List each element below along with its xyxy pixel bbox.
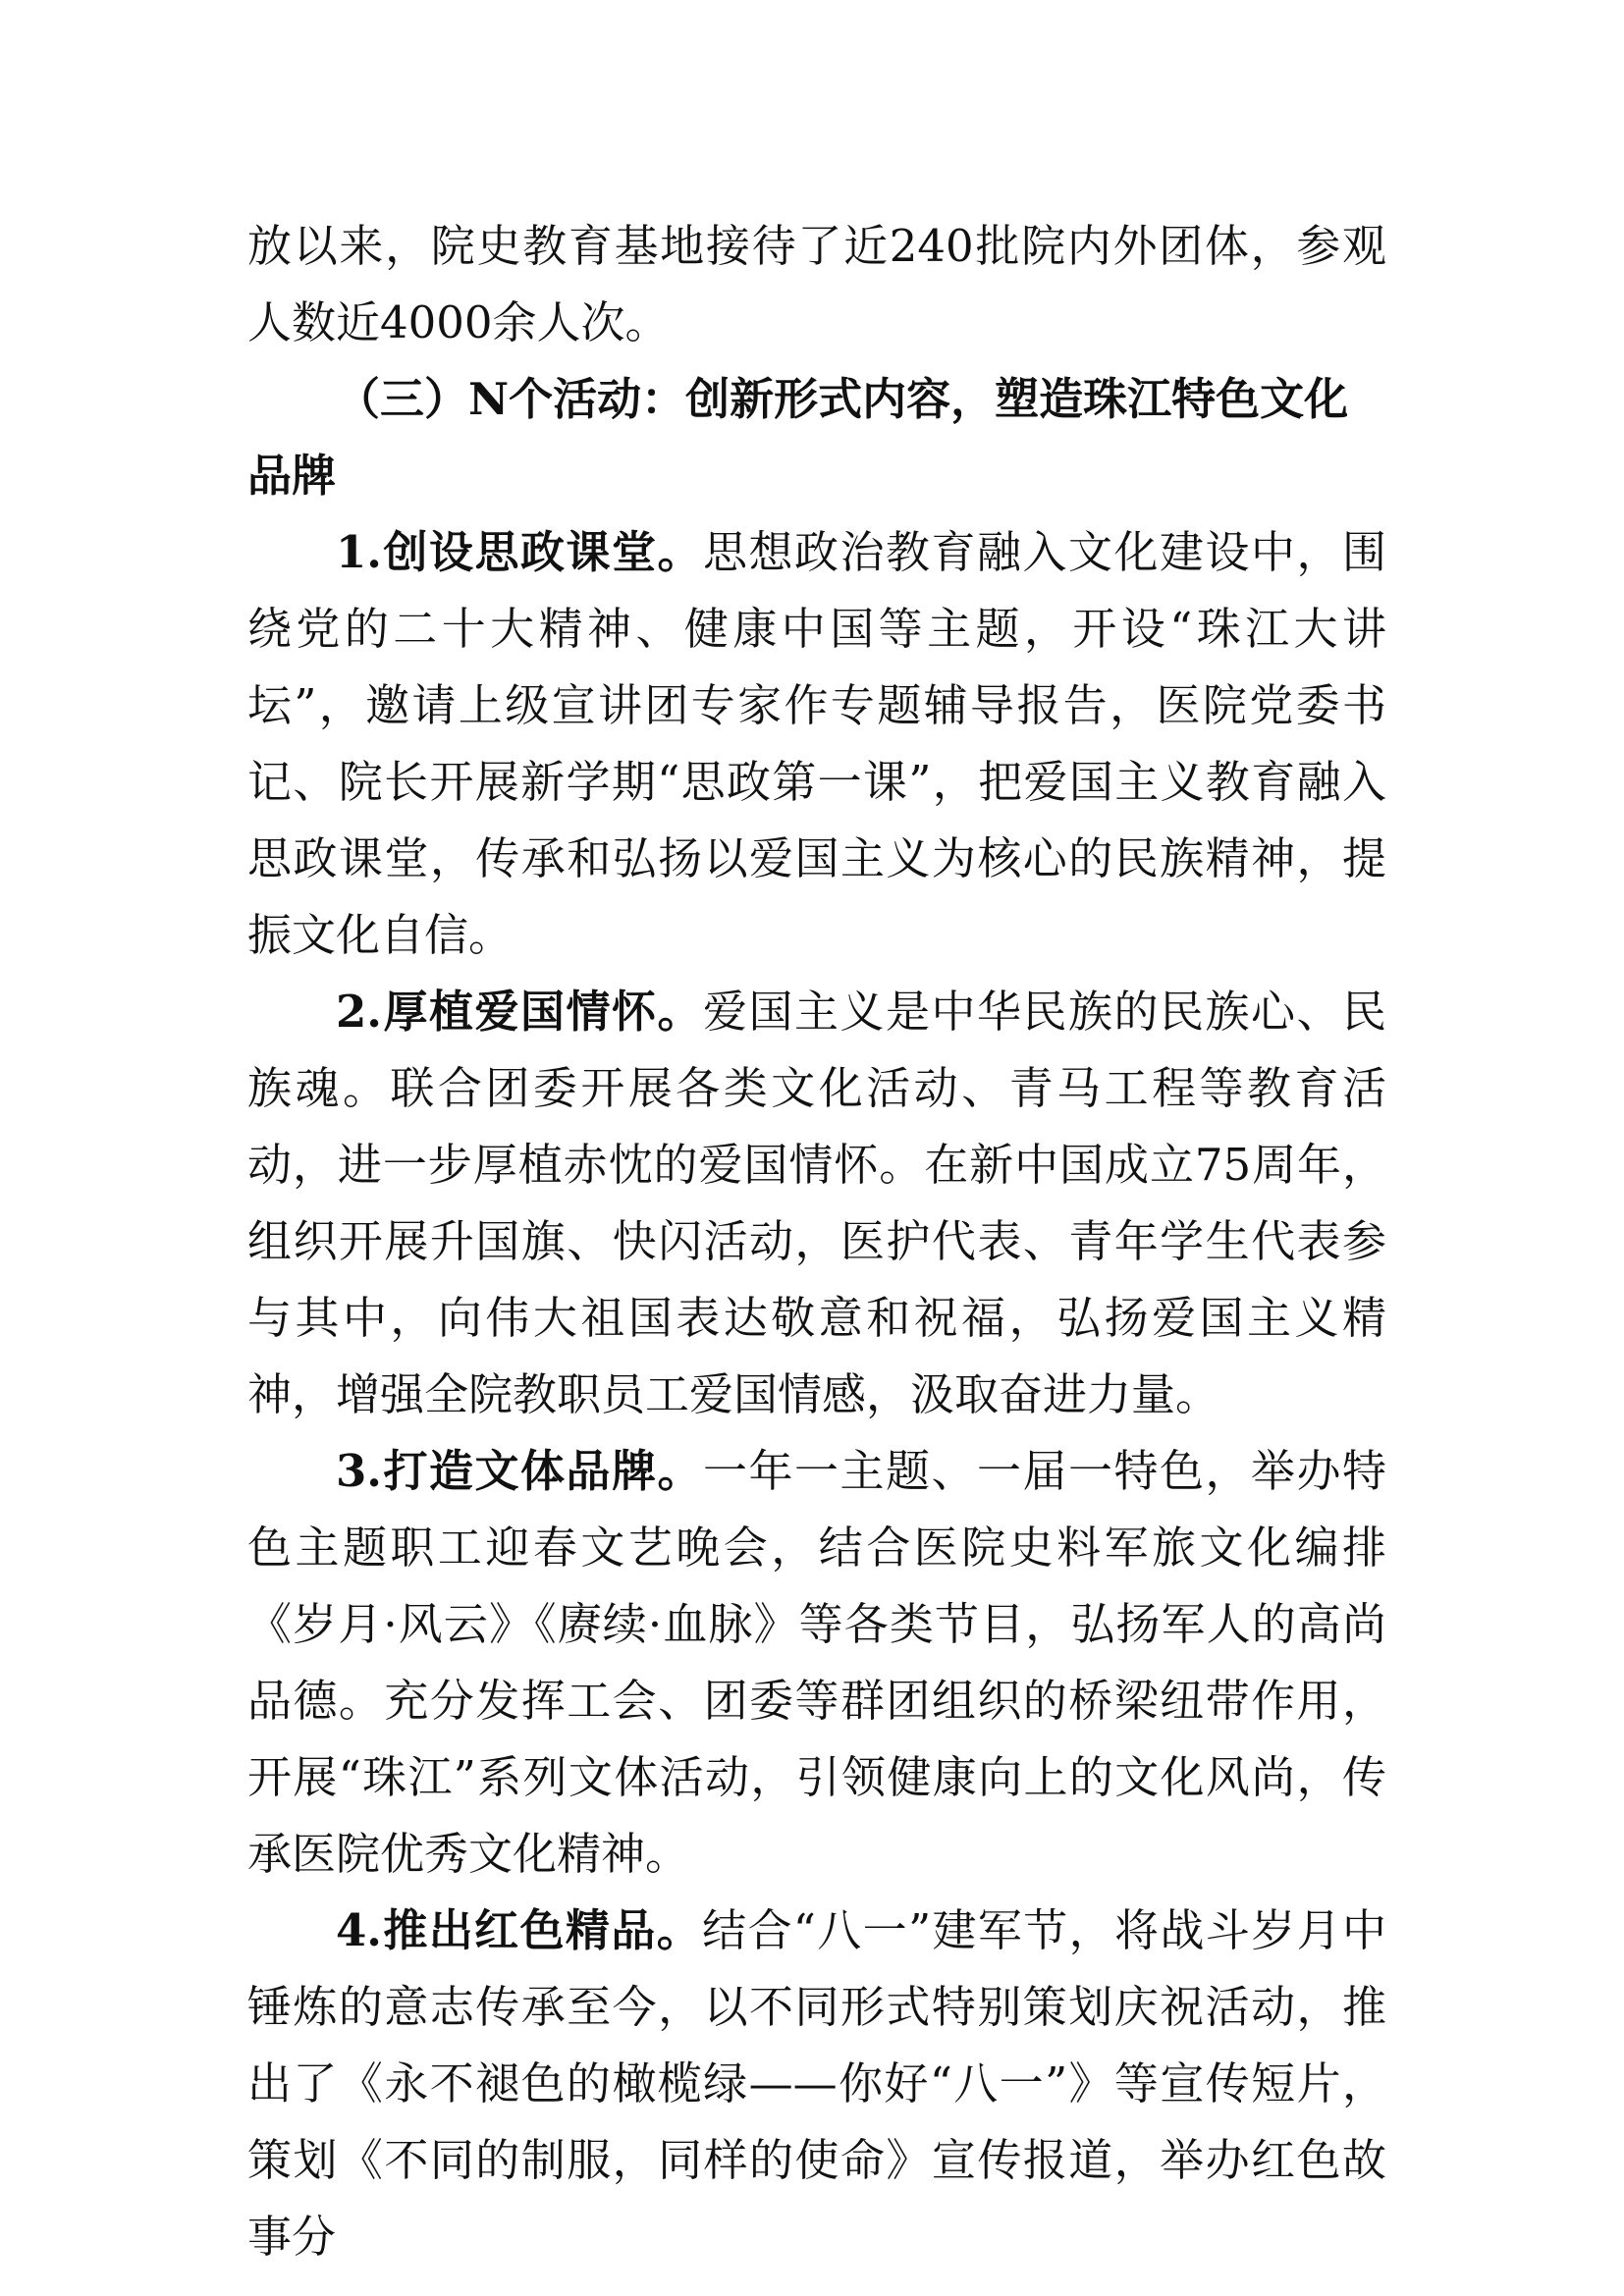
item-body: 一年一主题、一届一特色，举办特色主题职工迎春文艺晚会，结合医院史料军旅文化编排《岁月·风云》《赓续·血脉》等各类节目，弘扬军人的高尚品德。充分发挥工会、团委等群团组织的桥梁纽带作用，开展“珠江”系列文体活动，引领健康向上的文化风尚，传承医院优秀文化精神。 xyxy=(247,1445,1386,1880)
item-lead: 4.推出红色精品。 xyxy=(336,1904,703,1956)
paragraph-continued xyxy=(247,208,1386,361)
section-heading xyxy=(247,361,1386,514)
list-item-2 xyxy=(247,974,1386,1433)
list-item-1 xyxy=(247,514,1386,974)
item-lead: 1.创设思政课堂。 xyxy=(336,526,703,578)
item-lead: 2.厚植爱国情怀。 xyxy=(336,986,703,1038)
section-heading-text: （三）N个活动：创新形式内容，塑造珠江特色文化品牌 xyxy=(247,373,1349,502)
item-body: 结合“八一”建军节，将战斗岁月中锤炼的意志传承至今，以不同形式特别策划庆祝活动，推出了《永不褪色的橄榄绿——你好“八一”》等宣传短片，策划《不同的制服，同样的使命》宣传报道，举办红色故事分 xyxy=(247,1904,1386,2263)
item-body: 爱国主义是中华民族的民族心、民族魂。联合团委开展各类文化活动、青马工程等教育活动，进一步厚植赤忱的爱国情怀。在新中国成立75周年，组织开展升国旗、快闪活动，医护代表、青年学生代表参与其中，向伟大祖国表达敬意和祝福，弘扬爱国主义精神，增强全院教职员工爱国情感，汲取奋进力量。 xyxy=(247,986,1386,1420)
item-body: 思想政治教育融入文化建设中，围绕党的二十大精神、健康中国等主题，开设“珠江大讲坛”，邀请上级宣讲团专家作专题辅导报告，医院党委书记、院长开展新学期“思政第一课”，把爱国主义教育融入思政课堂，传承和弘扬以爱国主义为核心的民族精神，提振文化自信。 xyxy=(247,526,1386,961)
item-lead: 3.打造文体品牌。 xyxy=(336,1445,703,1497)
list-item-4 xyxy=(247,1893,1386,2275)
list-item-3 xyxy=(247,1433,1386,1893)
paragraph-text: 放以来，院史教育基地接待了近240批院内外团体，参观人数近4000余人次。 xyxy=(247,220,1386,348)
document-body xyxy=(247,208,1386,2275)
